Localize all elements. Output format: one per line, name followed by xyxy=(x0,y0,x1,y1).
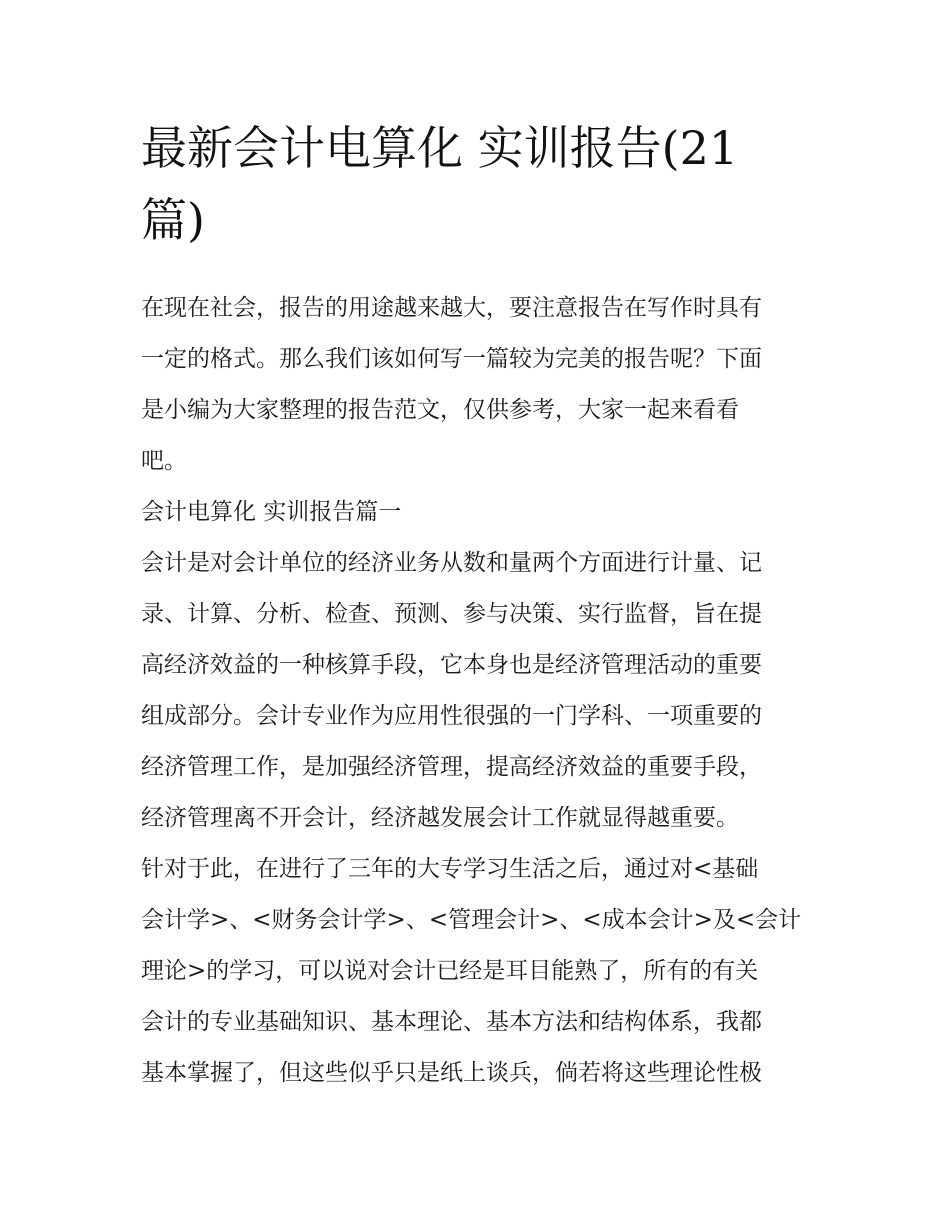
intro-line: 在现在社会，报告的用途越来越大，要注意报告在写作时具有 xyxy=(141,295,762,321)
intro-line: 是小编为大家整理的报告范文，仅供参考，大家一起来看看 xyxy=(141,397,739,423)
paragraph-line: 会计的专业基础知识、基本理论、基本方法和结构体系，我都 xyxy=(141,1009,762,1035)
intro-line: 吧。 xyxy=(141,448,187,474)
document-title xyxy=(141,112,813,256)
body-paragraph-2 xyxy=(141,844,813,1099)
section-heading: 会计电算化 实训报告篇一 xyxy=(141,499,402,525)
paragraph-line: 理论>的学习，可以说对会计已经是耳目能熟了，所有的有关 xyxy=(141,958,759,984)
document-body xyxy=(141,112,813,1099)
paragraph-line: 会计是对会计单位的经济业务从数和量两个方面进行计量、记 xyxy=(141,550,762,576)
paragraph-line: 经济管理离不开会计，经济越发展会计工作就显得越重要。 xyxy=(141,805,739,831)
title-line-2: 篇) xyxy=(141,193,205,247)
paragraph-line: 录、计算、分析、检查、预测、参与决策、实行监督，旨在提 xyxy=(141,601,762,627)
intro-line: 一定的格式。那么我们该如何写一篇较为完美的报告呢？下面 xyxy=(141,346,762,372)
paragraph-line: 基本掌握了，但这些似乎只是纸上谈兵，倘若将这些理论性极 xyxy=(141,1060,762,1086)
paragraph-line: 高经济效益的一种核算手段，它本身也是经济管理活动的重要 xyxy=(141,652,762,678)
title-line-1: 最新会计电算化 实训报告(21 xyxy=(141,121,739,175)
body-paragraph-1 xyxy=(141,538,813,844)
paragraph-line: 组成部分。会计专业作为应用性很强的一门学科、一项重要的 xyxy=(141,703,762,729)
intro-paragraph xyxy=(141,283,813,487)
paragraph-line: 经济管理工作，是加强经济管理，提高经济效益的重要手段， xyxy=(141,754,762,780)
paragraph-line: 针对于此，在进行了三年的大专学习生活之后，通过对<基础 xyxy=(141,856,759,882)
paragraph-line: 会计学>、<财务会计学>、<管理会计>、<成本会计>及<会计 xyxy=(141,907,802,933)
